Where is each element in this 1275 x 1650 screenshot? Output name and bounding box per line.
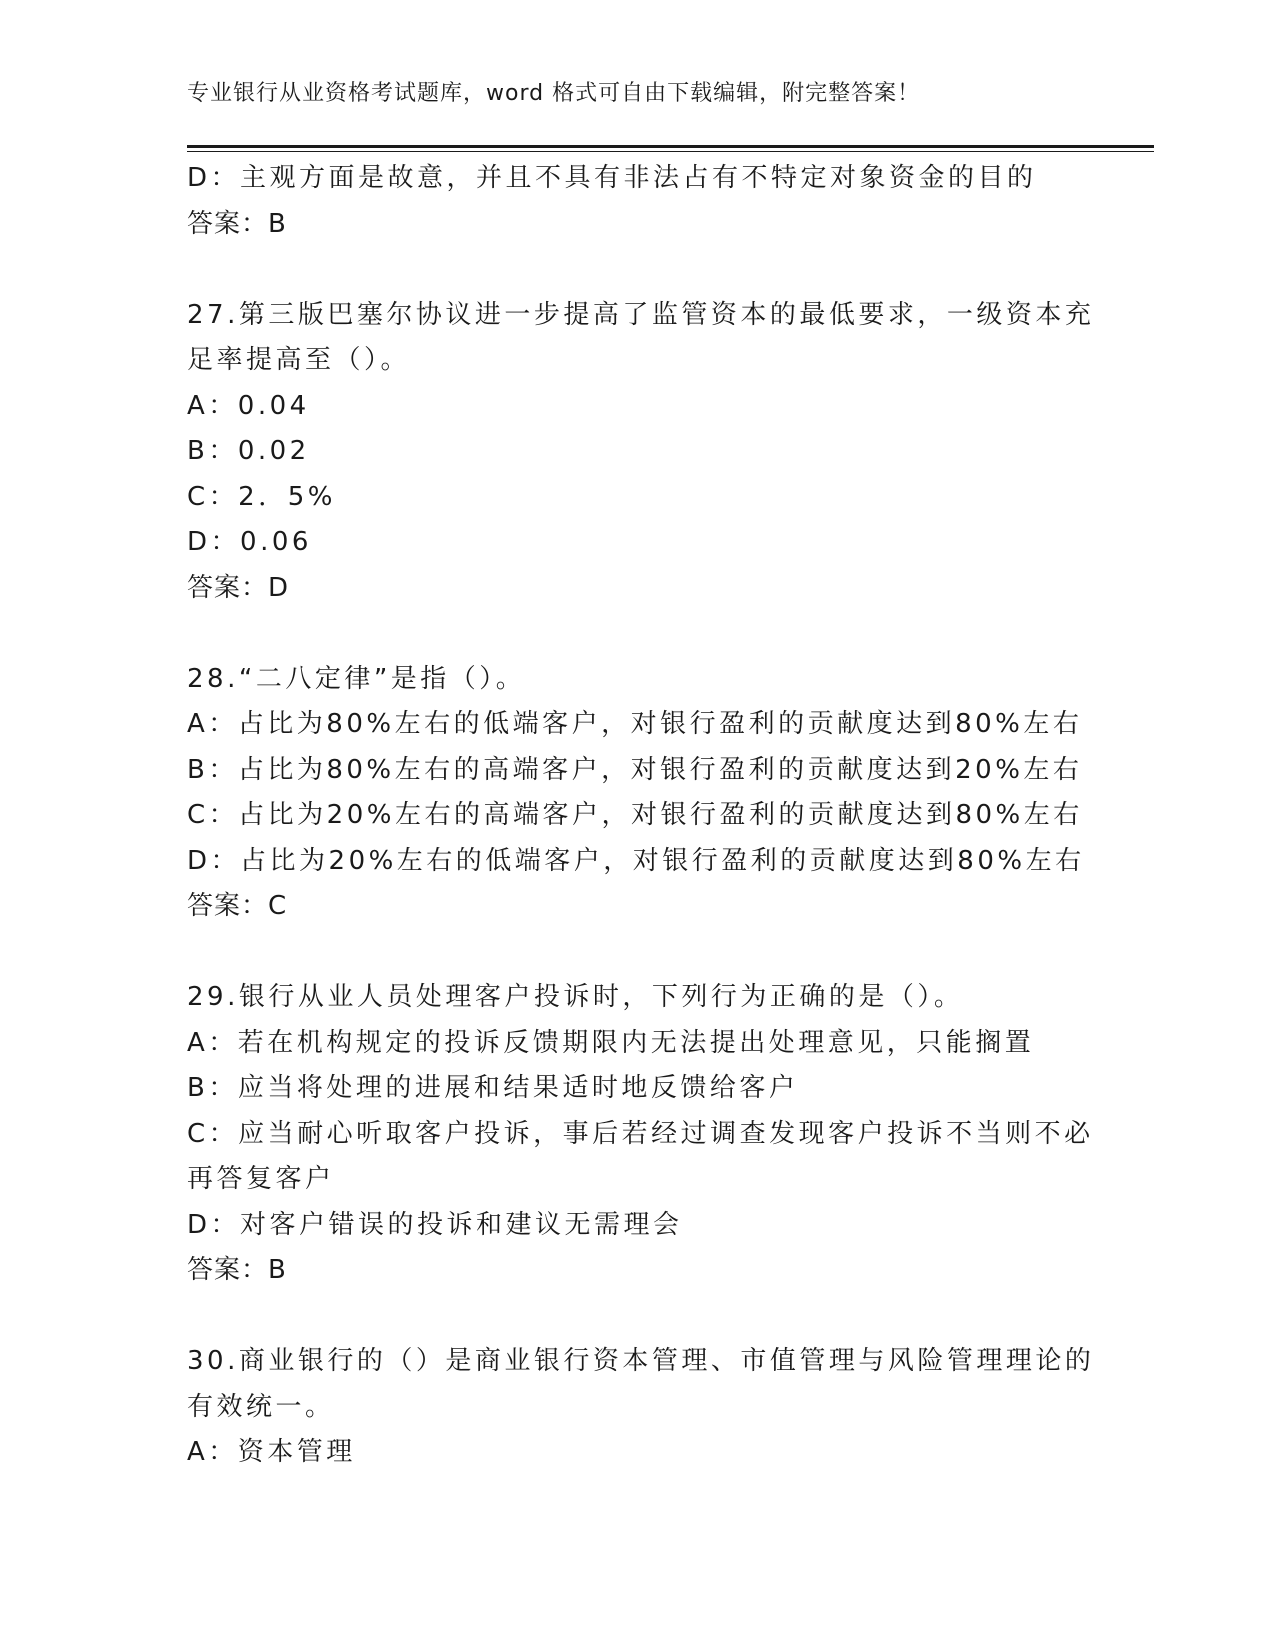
question-stem-continued: 有效统一。 [187,1391,335,1422]
question-stem: 28.“二八定律”是指（）。 [187,663,526,694]
option-c-continued: 再答复客户 [187,1164,335,1194]
header-divider-thin [187,151,1154,152]
question-content [187,156,1095,1476]
question-27 [187,293,1095,612]
option-c: C：占比为20%左右的高端客户，对银行盈利的贡献度达到80%左右 [187,800,1083,830]
spacer [187,611,1087,657]
spacer [187,247,1087,293]
option-a: A：0.04 [187,390,310,421]
question-26-tail [187,156,1087,247]
question-30 [187,1339,1095,1476]
question-28 [187,657,1087,930]
question-stem: 29.银行从业人员处理客户投诉时，下列行为正确的是（）。 [187,982,964,1012]
option-b: B：应当将处理的进展和结果适时地反馈给客户 [187,1073,799,1103]
option-a: A：占比为80%左右的低端客户，对银行盈利的贡献度达到80%左右 [187,709,1083,739]
question-stem-continued: 足率提高至（）。 [187,345,411,375]
spacer [187,1294,1087,1340]
option-c: C：2．5% [187,481,336,512]
spacer [187,930,1087,976]
option-b: B：0.02 [187,436,310,466]
header-divider-thick [187,145,1154,148]
answer-line: 答案：B [187,208,287,239]
answer-line: 答案：B [187,1255,287,1285]
option-d: D：主观方面是故意，并且不具有非法占有不特定对象资金的目的 [187,163,1037,193]
page-header: 专业银行从业资格考试题库，word 格式可自由下载编辑，附完整答案！ [187,81,921,106]
option-a: A：若在机构规定的投诉反馈期限内无法提出处理意见，只能搁置 [187,1027,1035,1058]
option-d: D：0.06 [187,527,312,557]
answer-line: 答案：D [187,572,290,603]
option-d: D：对客户错误的投诉和建议无需理会 [187,1209,683,1240]
question-29 [187,975,1094,1294]
option-d: D：占比为20%左右的低端客户，对银行盈利的贡献度达到80%左右 [187,845,1085,876]
option-b: B：占比为80%左右的高端客户，对银行盈利的贡献度达到20%左右 [187,754,1083,785]
option-a: A：资本管理 [187,1437,356,1467]
question-stem: 30.商业银行的（）是商业银行资本管理、市值管理与风险管理理论的 [187,1346,1095,1376]
question-stem: 27.第三版巴塞尔协议进一步提高了监管资本的最低要求，一级资本充 [187,299,1095,330]
option-c: C：应当耐心听取客户投诉，事后若经过调查发现客户投诉不当则不必 [187,1118,1094,1149]
answer-line: 答案：C [187,891,288,921]
